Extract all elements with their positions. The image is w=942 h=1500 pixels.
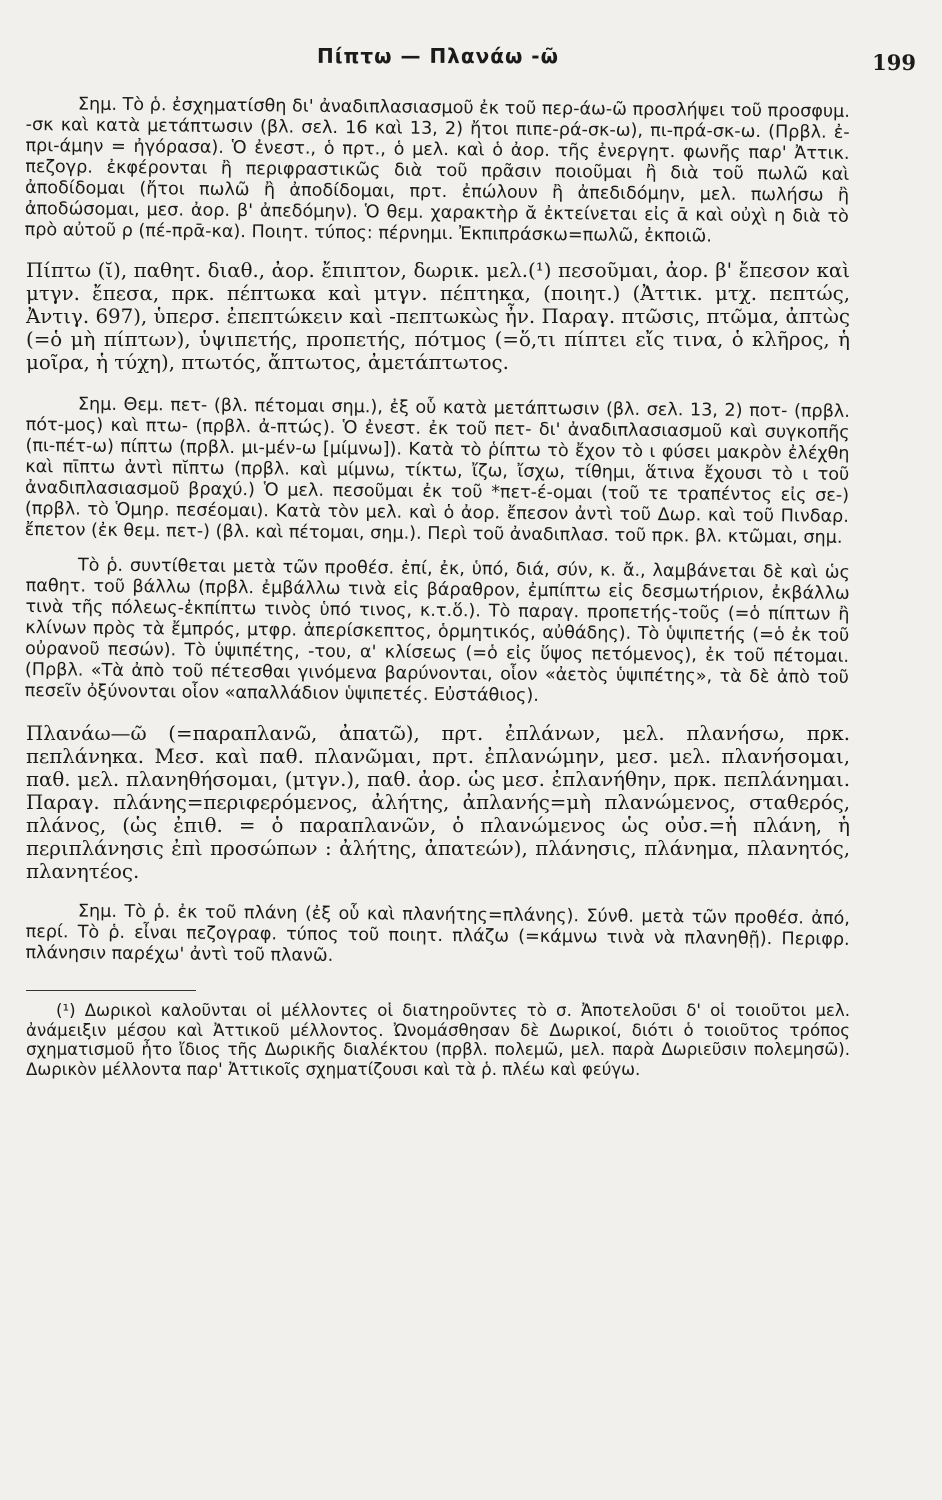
running-title: Πίπτω — Πλανάω -ῶ — [317, 44, 559, 68]
entry-piptō: Πίπτω (ῐ), παθητ. διαθ., ἀορ. ἔπιπτον, δωρικ. μελ.(¹) πεσοῦμαι, ἀορ. β' ἔπεσον καὶ μτγν. ἔπεσα, πρκ. πέπτωκα καὶ μτγν. πέπτηκα, (ποιητ.) (Ἀττικ. μτχ. πεπτώς, Ἀντιγ. 697), ὑπερσ. ἐπεπτώκειν καὶ -πεπτωκὼς ἦν. Παραγ. πτῶσις, πτῶμα, ἀπτὼς (=ὁ μὴ πίπτων), ὑψιπετής, προπετής, πότμος (=ὅ,τι πίπτει εἴς τινα, ὁ κλῆρος, ἡ μοῖρα, ἡ τύχη), πτωτός, ἄπτωτος, ἀμετάπτωτος. — [26, 259, 850, 374]
page-number: 199 — [872, 50, 916, 75]
note-planaō: Σημ. Τὸ ῥ. ἐκ τοῦ πλάνη (ἐξ οὗ καὶ πλανήτης=πλάνης). Σύνθ. μετὰ τῶν προθέσ. ἀπό, περί. Τὸ ῥ. εἶναι πεζογραφ. τύπος τοῦ ποιητ. πλάζω (=κάμνω τινὰ νὰ πλανηθῇ). Περιφρ. πλάνησιν παρέχω' ἀντὶ τοῦ πλανῶ. — [25, 901, 850, 966]
note-piptō-stem: Σημ. Θεμ. πετ- (βλ. πέτομαι σημ.), ἐξ οὗ κατὰ μετάπτωσιν (βλ. σελ. 13, 2) ποτ- (πρβλ. πότ-μος) καὶ πτω- (πρβλ. ἀ-πτώς). Ὁ ἐνεστ. ἐκ τοῦ πετ- δι' ἀναδιπλασιασμοῦ καὶ συγκοπῆς (πι-πέτ-ω) πίπτω (πρβλ. μι-μέν-ω [μίμνω]). Κατὰ τὸ ῥίπτω τὸ ἔχον τὸ ι φύσει μακρὸν ἐλέχθη καὶ πῑπτω ἀντὶ πῐπτω (πρβλ. καὶ μίμνω, τίκτω, ἴζω, ἴσχω, τίθημι, ἅτινα ἔχουσι τὸ ι τοῦ ἀναδιπλασιασμοῦ βραχύ.) Ὁ μελ. πεσοῦμαι ἐκ τοῦ *πετ-έ-ομαι (τοῦ τε τραπέντος εἰς σε-) (πρβλ. τὸ Ὁμηρ. πεσέομαι). Κατὰ τὸν μελ. καὶ ὁ ἀορ. ἔπεσον ἀντὶ τοῦ Δωρ. καὶ τοῦ Πινδαρ. ἔπετον (ἐκ θεμ. πετ-) (βλ. καὶ πέτομαι, σημ.). Περὶ τοῦ ἀναδιπλασ. τοῦ πρκ. βλ. κτῶμαι, σημ. — [24, 394, 850, 548]
entry-planaō: Πλανάω—ῶ (=παραπλανῶ, ἀπατῶ), πρτ. ἐπλάνων, μελ. πλανήσω, πρκ. πεπλάνηκα. Μεσ. καὶ παθ. πλανῶμαι, πρτ. ἐπλανώμην, μεσ. μελ. πλανήσομαι, παθ. μελ. πλανηθήσομαι, (μτγν.), παθ. ἀορ. ὡς μεσ. ἐπλανήθην, πρκ. πεπλάνημαι. Παραγ. πλάνης=περιφερόμενος, ἀλήτης, ἀπλανής=μὴ πλανώμενος, σταθερός, πλάνος, (ὡς ἐπιθ. = ὁ παραπλανῶν, ὁ πλανώμενος ὡς οὐσ.=ἡ πλάνη, ἡ περιπλάνησις ἐπὶ προσώπων : ἀλήτης, ἀπατεών), πλάνησις, πλάνημα, πλανητός, πλανητέος. — [26, 722, 850, 883]
footnote-divider — [26, 990, 196, 991]
note-piptō-compounds: Τὸ ῥ. συντίθεται μετὰ τῶν προθέσ. ἐπί, ἐκ, ὑπό, διά, σύν, κ. ἄ., λαμβάνεται δὲ καὶ ὡς παθητ. τοῦ βάλλω (πρβλ. ἐμβάλλω τινὰ εἰς βάραθρον, ἐμπίπτω εἰς δεσμωτήριον, ἐκβάλλω τινὰ τῆς πόλεως-ἐκπίπτω τινὸς ὑπό τινος, κ.τ.ὅ.). Τὸ παραγ. προπετής-τοῦς (=ὁ πίπτων ἢ κλίνων πρὸς τὰ ἔμπρός, μτφρ. ἀπερίσκεπτος, ὁρμητικός, αὐθάδης). Τὸ ὑψιπετής (=ὁ ἐκ τοῦ οὐρανοῦ πεσών). Τὸ ὑψιπέτης, -του, α' κλίσεως (=ὁ εἰς ὕψος πετόμενος), ἐκ τοῦ πέτομαι. (Πρβλ. «Τὰ ἀπὸ τοῦ πέτεσθαι γινόμενα βαρύνονται, οἷον «ἀετὸς ὑψιπέτης», τὰ δὲ ἀπὸ τοῦ πεσεῖν ὀξύνονται οἷον «απαλλάδιον ὑψιπετές. Εὐστάθιος). — [24, 555, 850, 706]
footnote: (¹) Δωρικοὶ καλοῦνται οἱ μέλλοντες οἱ διατηροῦντες τὸ σ. Ἀποτελοῦσι δ' οἱ τοιοῦτοι μελ. ἀνάμειξιν μέσου καὶ Ἀττικοῦ μέλλοντος. Ὠνομάσθησαν δὲ Δωρικοί, διότι ὁ τοιοῦτος τρόπος σχηματισμοῦ ἦτο ἴδιος τῆς Δωρικῆς διαλέκτου (πρβλ. πολεμῶ, μελ. παρὰ Δωριεῦσιν πολεμησῶ). Δωρικὸν μέλλοντα παρ' Ἀττικοῖς σχηματίζουσι καὶ τὰ ῥ. πλέω καὶ φεύγω. — [26, 1001, 850, 1079]
note-pipraskō: Σημ. Τὸ ῥ. ἐσχηματίσθη δι' ἀναδιπλασιασμοῦ ἐκ τοῦ περ-άω-ῶ προσλήψει τοῦ προσφυμ. -σκ καὶ κατὰ μετάπτωσιν (βλ. σελ. 16 καὶ 13, 2) ἤτοι πιπε-ρά-σκ-ω), πι-πρά-σκ-ω. (Πρβλ. ἐ-πρι-άμην = ἠγόρασα). Ὁ ἐνεστ., ὁ πρτ., ὁ μελ. καὶ ὁ ἀορ. τῆς ἐνεργητ. φωνῆς παρ' Ἀττικ. πεζογρ. ἐκφέρονται ἢ περιφραστικῶς διὰ τοῦ πρᾶσιν ποιοῦμαι ἢ διὰ τοῦ πωλῶ καὶ ἀποδίδομαι (ἤτοι πωλῶ ἢ ἀποδίδομαι, πρτ. ἐπώλουν ἢ ἀπεδιδόμην, μελ. πωλήσω ἢ ἀποδώσομαι, μεσ. ἀορ. β' ἀπεδόμην). Ὁ θεμ. χαρακτὴρ ᾰ ἐκτείνεται εἰς ᾱ καὶ οὐχὶ η διὰ τὸ πρὸ αὐτοῦ ρ (πέ-πρᾱ-κα). Ποιητ. τύπος: πέρνημι. Ἐκπιπράσκω=πωλῶ, ἐκποιῶ. — [24, 94, 850, 247]
page-header — [26, 40, 916, 80]
